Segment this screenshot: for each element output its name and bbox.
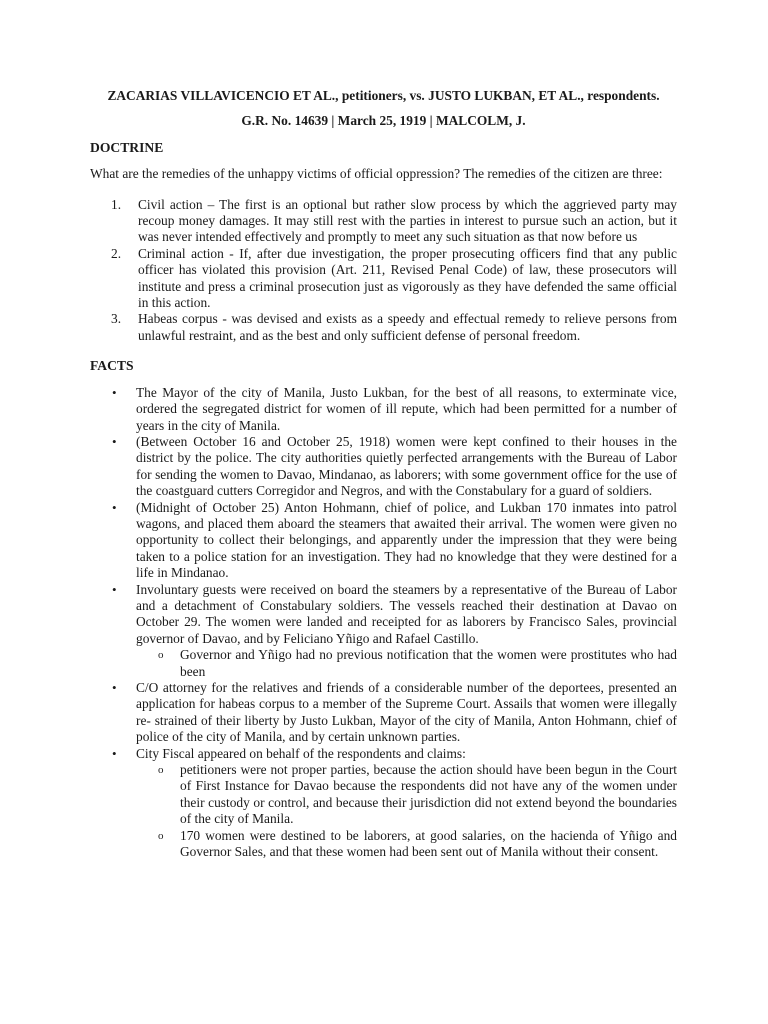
- list-item: [90, 500, 677, 582]
- sub-item-text: Governor and Yñigo had no previous notification that the women were prostitutes who had been: [180, 647, 677, 679]
- item-text: Habeas corpus - was devised and exists as a speedy and effectual remedy to relieve persons from unlawful restraint, and as the best and only sufficient defense of personal freedom.: [138, 311, 677, 343]
- bullet-icon: •: [112, 680, 117, 695]
- bullet-icon: •: [112, 581, 117, 597]
- list-item: [90, 582, 677, 680]
- item-number: 1.: [111, 196, 122, 212]
- bullet-icon: •: [112, 745, 117, 761]
- case-title: ZACARIAS VILLAVICENCIO ET AL., petitioners, vs. JUSTO LUKBAN, ET AL., respondents.: [107, 88, 660, 103]
- case-citation: G.R. No. 14639 | March 25, 1919 | MALCOLM, J.: [241, 113, 526, 129]
- bullet-icon: •: [112, 384, 117, 400]
- item-text: City Fiscal appeared on behalf of the respondents and claims:: [136, 745, 466, 761]
- bullet-icon: •: [112, 433, 117, 449]
- list-item: [90, 434, 677, 500]
- sub-list-item: [136, 828, 677, 861]
- list-item: [90, 385, 677, 434]
- item-text: Criminal action - If, after due investigation, the proper prosecuting officers find that any public officer has violated this provision (Art. 211, Revised Penal Code) of law, these prosecutors will institute and press a criminal prosecution just as vigorously as they have defended the same official in this action.: [138, 245, 677, 311]
- item-number: 2.: [111, 245, 122, 261]
- doctrine-remedies-list: [90, 197, 677, 345]
- circle-bullet-icon: o: [158, 764, 164, 777]
- sub-list-item: [136, 647, 677, 680]
- list-item: [90, 746, 677, 861]
- list-item: [90, 197, 677, 246]
- list-item: [90, 246, 677, 312]
- bullet-icon: •: [112, 499, 117, 515]
- sub-list: [136, 647, 677, 680]
- sub-item-text: 170 women were destined to be laborers, at good salaries, on the hacienda of Yñigo and Governor Sales, and that these women had been sent out of Manila without their consent.: [180, 827, 677, 860]
- item-number: 3.: [111, 311, 122, 327]
- item-text: The Mayor of the city of Manila, Justo Lukban, for the best of all reasons, to exterminate vice, ordered the segregated district for women of ill repute, which had been permitted for a number of years in the city of Manila.: [136, 384, 677, 433]
- sub-list: [136, 762, 677, 860]
- facts-list: [90, 385, 677, 861]
- sub-item-text: petitioners were not proper parties, because the action should have been begun in the Court of First Instance for Davao because the respondents did not have any of the women under their custody or control, and because their jurisdiction did not extend beyond the boundaries of the city of Manila.: [180, 762, 677, 827]
- item-text: Civil action – The first is an optional but rather slow process by which the aggrieved party may recoup money damages. It may still rest with the parties in interest to pursue such an action, but it was never intended effectively and promptly to meet any such situation as that now before us: [138, 196, 677, 245]
- doctrine-intro: What are the remedies of the unhappy victims of official oppression? The remedies of the citizen are three:: [90, 166, 663, 182]
- facts-heading: FACTS: [90, 358, 134, 374]
- circle-bullet-icon: o: [158, 829, 164, 842]
- item-text: C/O attorney for the relatives and friends of a considerable number of the deportees, presented an application for habeas corpus to a member of the Supreme Court. Assails that women were illegally re- strained of their liberty by Justo Lukban, Mayor of the city of Manila, Anton Hohmann, chief of police of the city of Manila, and by certain unknown parties.: [136, 680, 677, 745]
- doctrine-heading: DOCTRINE: [90, 139, 164, 155]
- document-page: [90, 88, 677, 860]
- item-text: Involuntary guests were received on board the steamers by a representative of the Bureau of Labor and a detachment of Constabulary soldiers. The vessels reached their destination at Davao on October 29. The women were landed and receipted for as laborers by Francisco Sales, provincial governor of Davao, and by Feliciano Yñigo and Rafael Castillo.: [136, 581, 677, 646]
- item-text: (Midnight of October 25) Anton Hohmann, chief of police, and Lukban 170 inmates into patrol wagons, and placed them aboard the steamers that awaited their arrival. The women were given no opportunity to collect their belongings, and apparently under the impression that they were being taken to a police station for an investigation. They had no knowledge that they were destined for a life in Mindanao.: [136, 499, 677, 581]
- item-text: (Between October 16 and October 25, 1918) women were kept confined to their houses in the district by the police. The city authorities quietly perfected arrangements with the Bureau of Labor for sending the women to Davao, Mindanao, as laborers; with some government office for the use of the coastguard cutters Corregidor and Negros, and with the Constabulary for a guard of soldiers.: [136, 433, 677, 499]
- circle-bullet-icon: o: [158, 649, 164, 662]
- sub-list-item: [136, 762, 677, 828]
- list-item: [90, 311, 677, 344]
- list-item: [90, 680, 677, 746]
